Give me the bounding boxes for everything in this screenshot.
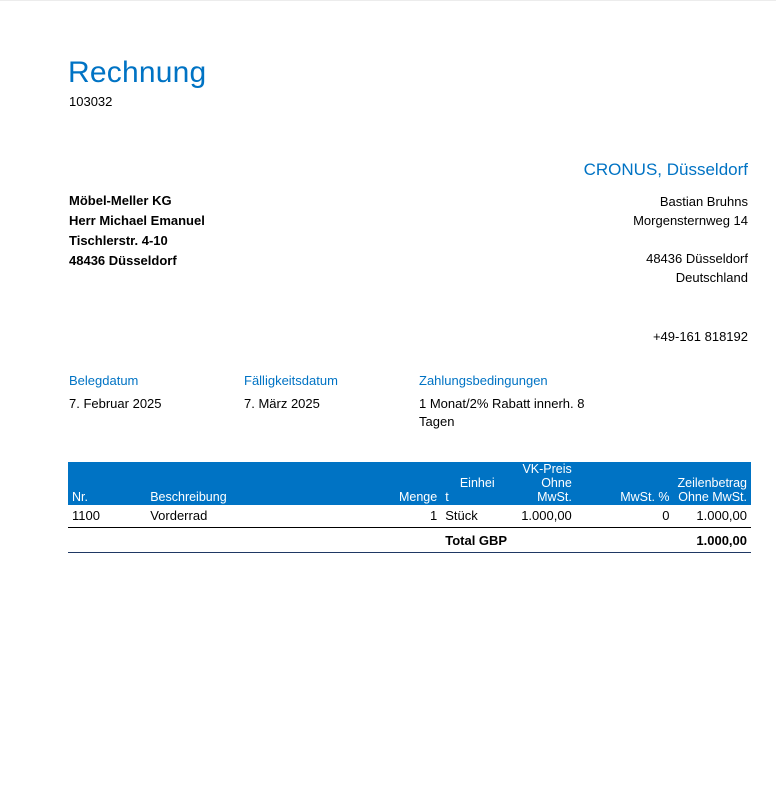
- header-nr-label: Nr.: [72, 490, 88, 504]
- header-vat-label: MwSt. %: [620, 490, 670, 504]
- customer-city: 48436 Düsseldorf: [69, 253, 177, 268]
- payment-terms-block: [419, 373, 599, 431]
- customer-street: Tischlerstr. 4-10: [69, 233, 168, 248]
- customer-contact: Herr Michael Emanuel: [69, 213, 205, 228]
- row-nr: 1100: [68, 505, 146, 528]
- company-address-block: [633, 192, 748, 287]
- header-unit: [441, 462, 498, 505]
- table-row: [68, 505, 751, 528]
- table-header-row: [68, 462, 751, 505]
- header-price-line-3: MwSt.: [537, 490, 572, 504]
- row-amount: 1.000,00: [674, 505, 752, 528]
- header-unit-line-1: Einhei: [459, 476, 495, 490]
- customer-name: Möbel-Meller KG: [69, 193, 172, 208]
- table-header: [68, 462, 751, 505]
- company-phone: +49-161 818192: [652, 329, 748, 344]
- header-price-line-1: VK-Preis: [522, 462, 572, 476]
- payment-terms-line-1: 1 Monat/2% Rabatt innerh. 8: [419, 396, 585, 411]
- table-footer: [68, 528, 751, 553]
- company-country: Deutschland: [675, 270, 748, 285]
- address-spacer: [633, 230, 748, 249]
- header-amount-line-2: Ohne MwSt.: [678, 490, 747, 504]
- row-description: Vorderrad: [146, 505, 370, 528]
- row-price: 1.000,00: [499, 505, 576, 528]
- total-spacer: [68, 528, 441, 553]
- header-unit-line-2: t: [445, 490, 449, 504]
- total-label: Total GBP: [441, 528, 576, 553]
- company-contact: Bastian Bruhns: [659, 194, 748, 209]
- row-quantity: 1: [370, 505, 441, 528]
- header-description-label: Beschreibung: [150, 490, 227, 504]
- header-amount-line-1: Zeilenbetrag: [677, 476, 747, 490]
- header-nr: [68, 462, 146, 505]
- company-city: 48436 Düsseldorf: [646, 251, 748, 266]
- page-top-rule: [0, 0, 776, 1]
- document-date-value: 7. Februar 2025: [69, 396, 162, 411]
- header-price-line-2: Ohne: [541, 476, 572, 490]
- header-amount: [674, 462, 752, 505]
- due-date-value: 7. März 2025: [244, 396, 320, 411]
- company-name: CRONUS, Düsseldorf: [583, 160, 748, 179]
- table-body: [68, 505, 751, 528]
- document-date-label: Belegdatum: [69, 373, 139, 388]
- header-price: [499, 462, 576, 505]
- header-quantity-label: Menge: [398, 490, 438, 504]
- total-row: [68, 528, 751, 553]
- header-quantity: [370, 462, 441, 505]
- row-unit: Stück: [441, 505, 498, 528]
- header-vat: [576, 462, 674, 505]
- row-vat: 0: [576, 505, 674, 528]
- header-description: [146, 462, 370, 505]
- due-date-label: Fälligkeitsdatum: [244, 373, 338, 388]
- customer-address-block: [69, 191, 205, 271]
- payment-terms-line-2: Tagen: [419, 414, 455, 429]
- total-value: 1.000,00: [576, 528, 751, 553]
- invoice-lines-table: [68, 462, 751, 553]
- document-date-block: [69, 373, 229, 413]
- document-number: 103032: [69, 94, 113, 109]
- payment-terms-label: Zahlungsbedingungen: [419, 373, 548, 388]
- document-title: Rechnung: [68, 56, 207, 89]
- due-date-block: [244, 373, 404, 413]
- company-street: Morgensternweg 14: [633, 213, 748, 228]
